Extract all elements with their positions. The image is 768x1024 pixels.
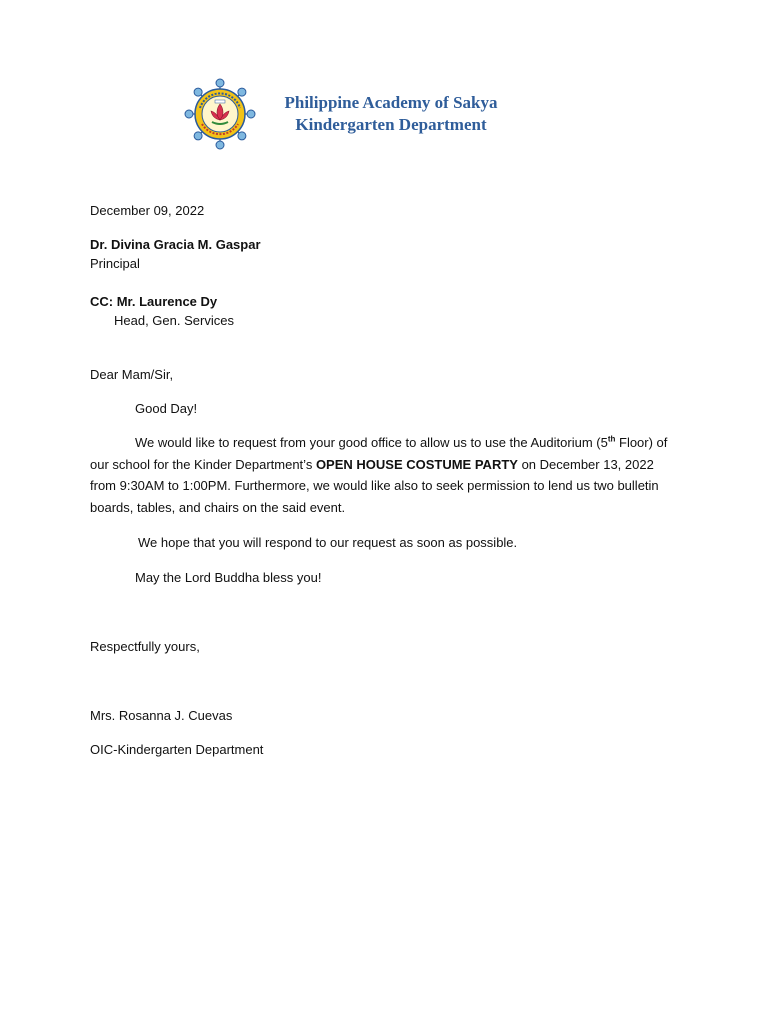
hope-line: We hope that you will respond to our request as soon as possible. — [138, 535, 518, 550]
school-seal-logo — [184, 78, 256, 150]
body-part-2: Floor) of our school for the Kinder Department’s — [90, 435, 668, 472]
ordinal-superscript: th — [607, 434, 616, 444]
blessing-line: May the Lord Buddha bless you! — [135, 570, 322, 585]
event-name: OPEN HOUSE COSTUME PARTY — [315, 456, 518, 472]
letter-date: December 09, 2022 — [90, 203, 205, 218]
greeting: Good Day! — [135, 401, 198, 416]
letterhead — [184, 78, 524, 150]
closing: Respectfully yours, — [90, 639, 200, 654]
school-name-block — [266, 92, 516, 136]
department-name: Kindergarten Department — [295, 115, 487, 134]
cc-name: CC: Mr. Laurence Dy — [90, 294, 218, 309]
school-name: Philippine Academy of Sakya — [284, 93, 498, 112]
recipient-title: Principal — [90, 256, 140, 271]
signatory-name: Mrs. Rosanna J. Cuevas — [90, 708, 233, 723]
recipient-name: Dr. Divina Gracia M. Gaspar — [90, 237, 261, 252]
salutation: Dear Mam/Sir, — [90, 367, 174, 382]
body-part-1: We would like to request from your good office to allow us to use the Auditorium (5 — [135, 435, 608, 450]
body-paragraph — [90, 432, 680, 518]
signatory-title: OIC-Kindergarten Department — [90, 742, 264, 757]
body-part-3: on December 13, 2022 from 9:30AM to 1:00PM. Furthermore, we would like also to seek permission to lend us two bulletin boards, tables, and chairs on the said event. — [90, 456, 659, 515]
cc-title: Head, Gen. Services — [114, 313, 234, 328]
